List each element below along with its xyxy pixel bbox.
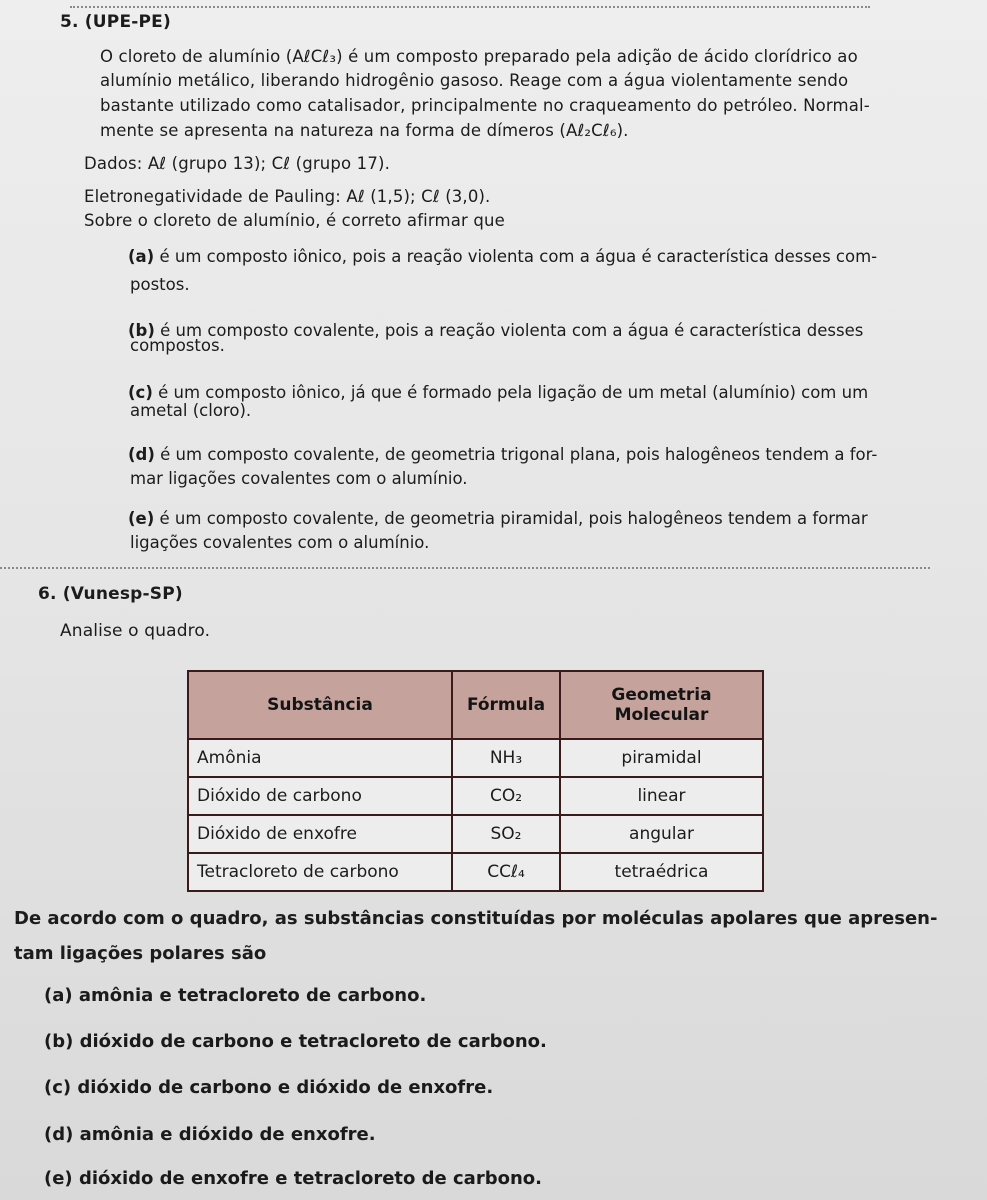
question-6-stem-line-2: tam ligações polares são [14, 943, 267, 964]
table-row [188, 739, 763, 777]
question-6-option-a[interactable] [44, 985, 426, 1006]
cell-substance: Dióxido de enxofre [188, 815, 452, 853]
substance-table [187, 670, 764, 892]
question-5-option-d[interactable] [128, 442, 877, 467]
table-row [188, 815, 763, 853]
cell-formula: CO₂ [452, 777, 560, 815]
question-5-para-line-4: mente se apresenta na natureza na forma de dímeros (Aℓ₂Cℓ₆). [100, 121, 629, 140]
option-text: dióxido de carbono e dióxido de enxofre. [77, 1077, 494, 1098]
question-5-option-e-cont: ligações covalentes com o alumínio. [130, 533, 430, 552]
option-text: é um composto covalente, pois a reação violenta com a água é característica desses [160, 321, 864, 340]
question-6-header: 6. (Vunesp-SP) [38, 584, 183, 604]
question-5-para-line-1: O cloreto de alumínio (AℓCℓ₃) é um composto preparado pela adição de ácido clorídrico ao [100, 47, 858, 66]
option-letter: (a) [44, 985, 73, 1006]
question-5-option-b[interactable] [128, 318, 863, 343]
option-letter: (d) [128, 445, 155, 464]
option-text: é um composto iônico, já que é formado pela ligação de um metal (alumínio) com um [158, 383, 869, 402]
question-5-option-d-cont: mar ligações covalentes com o alumínio. [130, 469, 468, 488]
question-5-option-c-cont: ametal (cloro). [130, 401, 252, 420]
question-5-para-line-3: bastante utilizado como catalisador, principalmente no craqueamento do petróleo. Normal- [100, 96, 870, 115]
question-5-dados: Dados: Aℓ (grupo 13); Cℓ (grupo 17). [84, 154, 390, 173]
cell-formula: CCℓ₄ [452, 853, 560, 891]
question-6-option-b[interactable] [44, 1031, 547, 1052]
option-letter: (d) [44, 1124, 74, 1145]
option-text: é um composto covalente, de geometria piramidal, pois halogêneos tendem a formar [159, 509, 868, 528]
question-5-header: 5. (UPE-PE) [60, 12, 171, 32]
option-text: amônia e dióxido de enxofre. [79, 1124, 376, 1145]
option-text: dióxido de enxofre e tetracloreto de carbono. [78, 1168, 542, 1189]
table-row [188, 853, 763, 891]
table-header-row [188, 671, 763, 739]
question-5-electronegativity: Eletronegatividade de Pauling: Aℓ (1,5); Cℓ (3,0). [84, 187, 491, 206]
cell-substance: Dióxido de carbono [188, 777, 452, 815]
table-row [188, 777, 763, 815]
top-divider [70, 6, 870, 8]
question-6-option-d[interactable] [44, 1124, 376, 1145]
option-letter: (b) [44, 1031, 74, 1052]
cell-formula: SO₂ [452, 815, 560, 853]
header-geometry: Geometria Molecular [560, 671, 763, 739]
question-5-para-line-2: alumínio metálico, liberando hidrogênio gasoso. Reage com a água violentamente sendo [100, 71, 849, 90]
header-formula: Fórmula [452, 671, 560, 739]
question-6-intro: Analise o quadro. [60, 621, 211, 641]
option-letter: (e) [44, 1168, 73, 1189]
option-letter: (e) [128, 509, 155, 528]
cell-substance: Tetracloreto de carbono [188, 853, 452, 891]
cell-geometry: linear [560, 777, 763, 815]
option-letter: (a) [128, 247, 155, 266]
cell-geometry: tetraédrica [560, 853, 763, 891]
cell-geometry: angular [560, 815, 763, 853]
cell-geometry: piramidal [560, 739, 763, 777]
question-5-option-b-cont: compostos. [130, 336, 225, 355]
question-5-option-a-cont: postos. [130, 275, 190, 294]
option-text: é um composto covalente, de geometria trigonal plana, pois halogêneos tendem a for- [160, 445, 878, 464]
option-letter: (b) [128, 321, 155, 340]
option-letter: (c) [128, 383, 153, 402]
cell-substance: Amônia [188, 739, 452, 777]
question-5-option-a[interactable] [128, 244, 877, 269]
question-5-stem: Sobre o cloreto de alumínio, é correto afirmar que [84, 211, 505, 230]
header-substance: Substância [188, 671, 452, 739]
option-text: é um composto iônico, pois a reação violenta com a água é característica desses com- [159, 247, 878, 266]
question-6-option-c[interactable] [44, 1077, 493, 1098]
question-6-option-e[interactable] [44, 1168, 542, 1189]
cell-formula: NH₃ [452, 739, 560, 777]
question-6-stem-line-1: De acordo com o quadro, as substâncias constituídas por moléculas apolares que apresen- [14, 908, 938, 929]
question-5-option-e[interactable] [128, 506, 868, 531]
option-letter: (c) [44, 1077, 72, 1098]
section-divider [0, 567, 930, 569]
option-text: amônia e tetracloreto de carbono. [78, 985, 427, 1006]
option-text: dióxido de carbono e tetracloreto de carbono. [79, 1031, 547, 1052]
